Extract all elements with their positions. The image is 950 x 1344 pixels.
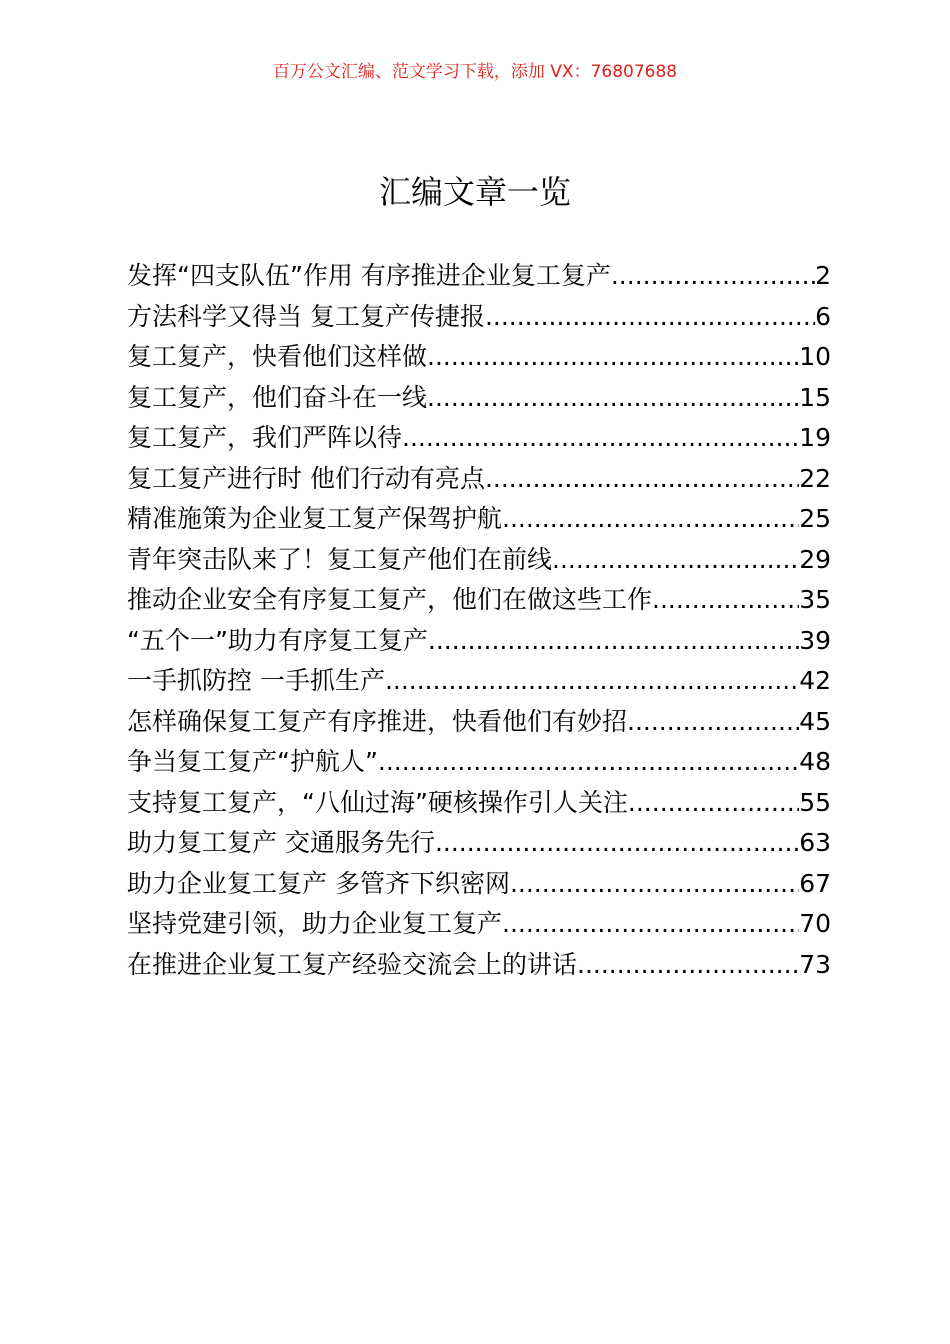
toc-entry-page: 25 <box>799 504 831 533</box>
toc-entry[interactable] <box>127 459 831 500</box>
document-title: 汇编文章一览 <box>378 173 571 211</box>
toc-entry-page: 45 <box>799 706 831 736</box>
toc-entry-page: 22 <box>799 463 831 493</box>
toc-dot-leader <box>402 418 799 458</box>
toc-dot-leader <box>378 742 799 782</box>
toc-entry[interactable] <box>127 945 831 986</box>
toc-entry-page: 73 <box>799 949 831 979</box>
toc-entry[interactable] <box>127 499 831 540</box>
toc-entry-page: 10 <box>799 342 831 371</box>
toc-entry-title: 助力复工复产 交通服务先行 <box>127 828 435 857</box>
toc-entry[interactable] <box>127 661 831 702</box>
toc-dot-leader <box>510 864 799 904</box>
toc-dot-leader <box>485 297 815 337</box>
toc-entry-title: 青年突击队来了！复工复产他们在前线 <box>127 544 553 574</box>
toc-dot-leader <box>502 499 799 539</box>
toc-entry[interactable] <box>127 783 831 824</box>
toc-entry-title: 怎样确保复工复产有序推进，快看他们有妙招 <box>127 706 628 736</box>
toc-entry-title: 一手抓防控 一手抓生产 <box>127 666 385 695</box>
toc-entry-page: 2 <box>815 261 831 290</box>
toc-entry-title: 助力企业复工复产 多管齐下织密网 <box>127 868 510 898</box>
toc-entry-title: 复工复产，他们奋斗在一线 <box>127 382 428 412</box>
toc-entry-title: 推动企业安全有序复工复产，他们在做这些工作 <box>127 585 653 614</box>
toc-entry-page: 6 <box>815 301 831 331</box>
toc-entry[interactable] <box>127 418 831 459</box>
toc-dot-leader <box>385 661 799 701</box>
toc-entry[interactable] <box>127 621 831 662</box>
toc-entry-page: 35 <box>799 585 831 614</box>
toc-entry[interactable] <box>127 904 831 945</box>
toc-entry-title: 发挥“四支队伍”作用 有序推进企业复工复产 <box>127 261 611 290</box>
toc-entry-page: 39 <box>799 625 831 655</box>
toc-entry-title: 复工复产，我们严阵以待 <box>127 423 403 452</box>
toc-entry-page: 19 <box>799 423 831 452</box>
toc-entry-page: 29 <box>799 544 831 574</box>
toc-dot-leader <box>652 580 799 620</box>
toc-entry[interactable] <box>127 378 831 419</box>
toc-entry[interactable] <box>127 823 831 864</box>
toc-entry[interactable] <box>127 864 831 905</box>
toc-dot-leader <box>611 256 815 296</box>
toc-entry-title: 方法科学又得当 复工复产传捷报 <box>127 301 485 331</box>
toc-dot-leader <box>427 378 799 418</box>
table-of-contents <box>127 256 831 985</box>
toc-entry-title: 精准施策为企业复工复产保驾护航 <box>127 504 503 533</box>
header-note: 百万公文汇编、范文学习下载，添加 VX：76807688 <box>272 62 678 82</box>
toc-entry-title: 坚持党建引领，助力企业复工复产 <box>127 909 503 938</box>
toc-entry-page: 70 <box>799 909 831 938</box>
toc-entry-title: 争当复工复产“护航人” <box>127 747 378 776</box>
toc-entry-page: 48 <box>799 747 831 776</box>
toc-dot-leader <box>627 702 799 742</box>
toc-entry-page: 15 <box>799 382 831 412</box>
toc-entry-title: “五个一”助力有序复工复产 <box>127 625 428 655</box>
toc-entry-title: 复工复产进行时 他们行动有亮点 <box>127 463 485 493</box>
toc-entry-page: 67 <box>799 868 831 898</box>
toc-dot-leader <box>552 540 799 580</box>
toc-dot-leader <box>427 337 799 377</box>
toc-entry-page: 42 <box>799 666 831 695</box>
toc-entry-page: 63 <box>799 828 831 857</box>
toc-entry[interactable] <box>127 297 831 338</box>
toc-entry[interactable] <box>127 256 831 297</box>
toc-dot-leader <box>502 904 799 944</box>
toc-entry-page: 55 <box>799 787 831 817</box>
toc-entry[interactable] <box>127 540 831 581</box>
toc-dot-leader <box>577 945 799 985</box>
toc-entry-title: 支持复工复产，“八仙过海”硬核操作引人关注 <box>127 787 628 817</box>
toc-entry-title: 复工复产，快看他们这样做 <box>127 342 428 371</box>
toc-entry[interactable] <box>127 580 831 621</box>
toc-entry-title: 在推进企业复工复产经验交流会上的讲话 <box>127 949 578 979</box>
toc-dot-leader <box>435 823 799 863</box>
toc-dot-leader <box>428 621 799 661</box>
toc-dot-leader <box>628 783 799 823</box>
toc-entry[interactable] <box>127 337 831 378</box>
toc-entry[interactable] <box>127 742 831 783</box>
toc-dot-leader <box>485 459 799 499</box>
toc-entry[interactable] <box>127 702 831 743</box>
